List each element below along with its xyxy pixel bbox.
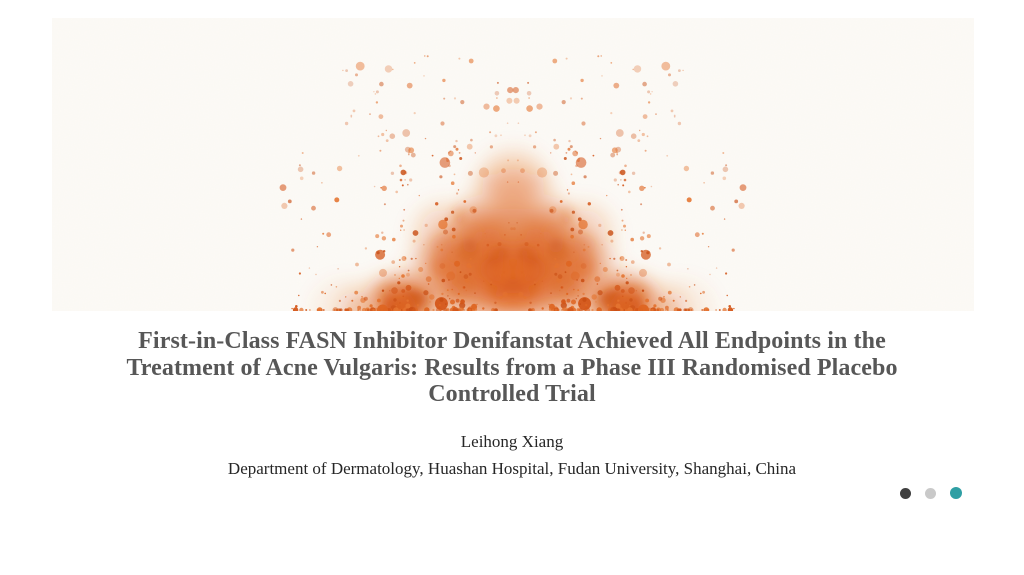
powder-splatter-graphic xyxy=(52,18,974,311)
title-line-1: First-in-Class FASN Inhibitor Denifanstat Achieved All Endpoints in the xyxy=(138,328,886,354)
author-affiliation: Department of Dermatology, Huashan Hospital, Fudan University, Shanghai, China xyxy=(227,459,797,478)
slide-title xyxy=(0,328,1024,408)
title-line-2: Treatment of Acne Vulgaris: Results from a Phase III Randomised Placebo xyxy=(126,354,898,381)
pagination-dot-1[interactable] xyxy=(900,488,911,499)
slide-pagination xyxy=(900,487,962,499)
author-name: Leihong Xiang xyxy=(460,432,564,451)
pagination-dot-2[interactable] xyxy=(925,488,936,499)
pagination-dot-3[interactable] xyxy=(950,487,962,499)
title-line-3: Controlled Trial xyxy=(428,381,596,407)
powder-explosion-image xyxy=(52,18,974,311)
